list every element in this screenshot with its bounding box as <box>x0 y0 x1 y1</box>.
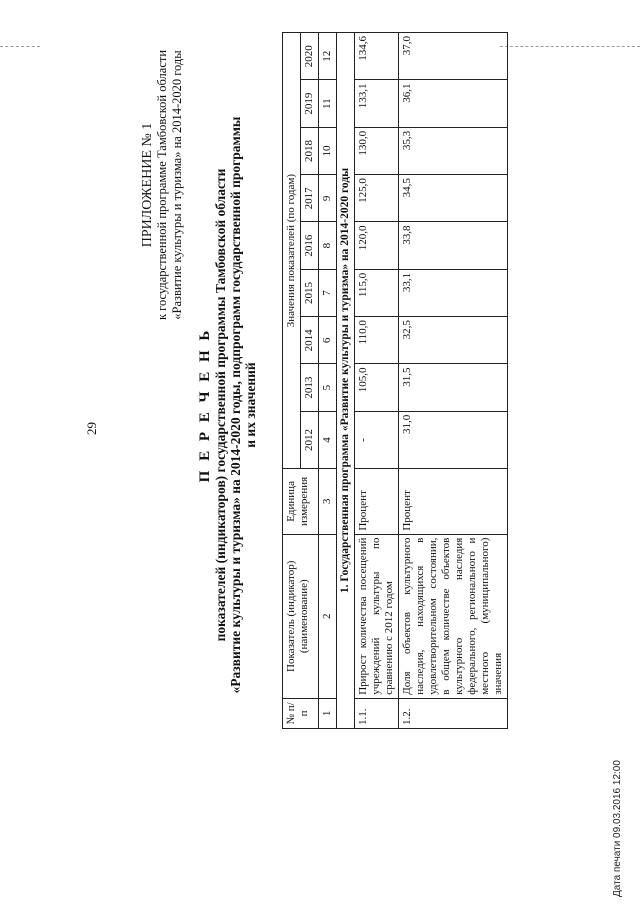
year-header: 2014 <box>301 317 319 364</box>
row-value: 31,5 <box>399 364 508 411</box>
column-number: 1 <box>319 698 337 728</box>
row-num: 1.2. <box>399 698 508 728</box>
title-line-2: «Развитие культуры и туризма» на 2014-2020 годы, подпрограмм государственной программы <box>228 116 243 694</box>
year-header: 2015 <box>301 269 319 316</box>
title-line-3: и их значений <box>243 362 258 448</box>
section-title: 1. Государственная программа «Развитие культуры и туризма» на 2014-2020 годы <box>337 33 355 729</box>
row-value: - <box>355 411 399 468</box>
table-row <box>399 33 508 729</box>
column-number: 9 <box>319 175 337 222</box>
column-number: 10 <box>319 127 337 174</box>
header-values-group: Значения показателей (по годам) <box>283 33 301 469</box>
print-date-stamp: Дата печати 09.03.2016 12:00 <box>612 760 623 897</box>
indicators-table <box>282 32 508 729</box>
row-value: 105,0 <box>355 364 399 411</box>
section-row <box>337 33 355 729</box>
header-num: № п/п <box>283 698 319 728</box>
column-number: 4 <box>319 411 337 468</box>
row-value: 115,0 <box>355 269 399 316</box>
header-indicator: Показатель (индикатор) (наименование) <box>283 534 319 698</box>
column-number: 5 <box>319 364 337 411</box>
row-value: 125,0 <box>355 175 399 222</box>
year-header: 2018 <box>301 127 319 174</box>
row-value: 120,0 <box>355 222 399 269</box>
column-number: 2 <box>319 534 337 698</box>
header-row-1 <box>283 33 301 729</box>
appendix-block <box>140 25 185 345</box>
header-unit: Единица измерения <box>283 469 319 534</box>
appendix-line-2: «Развитие культуры и туризма» на 2014-2020 годы <box>170 50 184 320</box>
row-value: 32,5 <box>399 317 508 364</box>
column-number: 8 <box>319 222 337 269</box>
year-header: 2016 <box>301 222 319 269</box>
row-value: 34,5 <box>399 175 508 222</box>
row-indicator: Прирост количества посещений учреждений культуры по сравнению с 2012 годом <box>355 534 399 698</box>
row-value: 37,0 <box>399 33 508 81</box>
appendix-heading: ПРИЛОЖЕНИЕ № 1 <box>140 122 155 248</box>
page-number: 29 <box>84 422 99 435</box>
title-heading: П Е Р Е Ч Е Н Ь <box>197 327 213 483</box>
column-number-row <box>319 33 337 729</box>
title-line-1: показателей (индикаторов) государственной программы Тамбовской области <box>213 168 228 642</box>
column-number: 6 <box>319 317 337 364</box>
row-value: 35,3 <box>399 127 508 174</box>
column-number: 7 <box>319 269 337 316</box>
column-number: 11 <box>319 80 337 127</box>
year-header: 2020 <box>301 33 319 81</box>
row-value: 36,1 <box>399 80 508 127</box>
row-value: 130,0 <box>355 127 399 174</box>
column-number: 12 <box>319 33 337 81</box>
year-header: 2012 <box>301 411 319 468</box>
row-value: 31,0 <box>399 411 508 468</box>
row-value: 133,1 <box>355 80 399 127</box>
year-header: 2013 <box>301 364 319 411</box>
row-num: 1.1. <box>355 698 399 728</box>
table-row <box>355 33 399 729</box>
document-title <box>198 5 258 805</box>
column-number: 3 <box>319 469 337 534</box>
row-value: 33,1 <box>399 269 508 316</box>
row-indicator: Доля объектов культурного наследия, находящихся в удовлетворительном состоянии, в общем количестве объектов культурного наследия федерального, регионального и местного (муниципального) значения <box>399 534 508 698</box>
row-value: 110,0 <box>355 317 399 364</box>
appendix-line-1: к государственной программе Тамбовской области <box>155 49 169 321</box>
year-header: 2017 <box>301 175 319 222</box>
year-header: 2019 <box>301 80 319 127</box>
row-unit: Процент <box>399 469 508 534</box>
row-value: 33,8 <box>399 222 508 269</box>
row-value: 134,6 <box>355 33 399 81</box>
row-unit: Процент <box>355 469 399 534</box>
